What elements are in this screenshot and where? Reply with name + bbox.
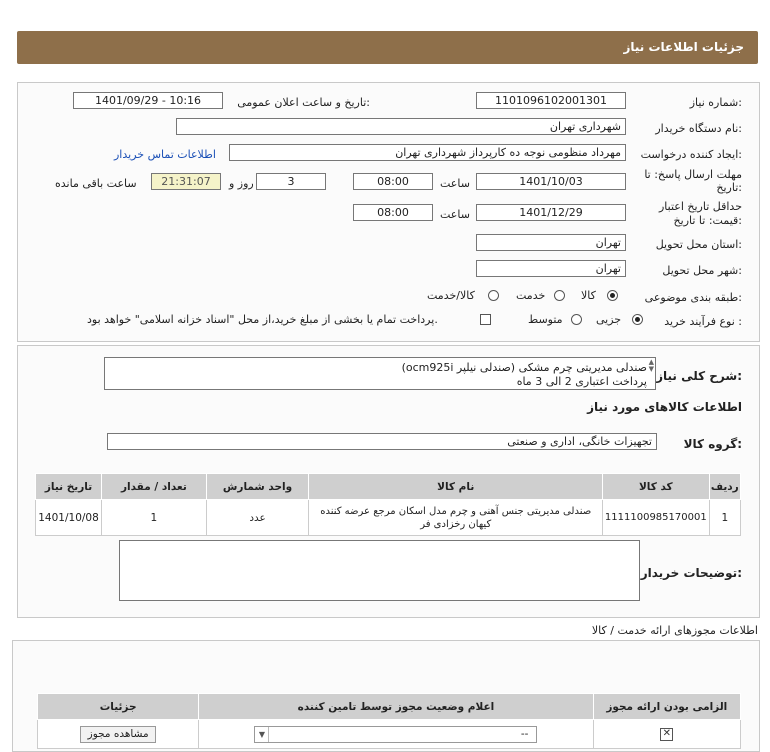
remaining-time-field: 21:31:07	[151, 173, 221, 190]
deadline-date-field: 1401/10/03	[476, 173, 626, 190]
goods-col-row: ردیف	[709, 474, 740, 500]
process-option-medium: متوسط	[528, 313, 563, 326]
deadline-label: مهلت ارسال پاسخ: تا	[644, 168, 742, 181]
goods-col-need-date: تاریخ نیاز	[36, 474, 102, 500]
permits-col-details: جزئیات	[38, 694, 199, 720]
process-radio-minor[interactable]	[632, 314, 643, 325]
permits-required-cell	[593, 720, 740, 749]
validity-label: حداقل تاریخ اعتبار	[658, 200, 742, 213]
goods-col-unit: واحد شمارش	[206, 474, 309, 500]
page-header	[17, 31, 758, 64]
days-remaining-field: 3	[256, 173, 326, 190]
announce-datetime-field: 1401/09/29 - 10:16	[73, 92, 223, 109]
buyer-notes-label: توضیحات خریدار:	[640, 566, 742, 580]
goods-info-title: اطلاعات کالاهای مورد نیاز	[587, 400, 742, 414]
category-option-goods-service: کالا/خدمت	[427, 289, 475, 302]
buyer-contact-link[interactable]: اطلاعات تماس خریدار	[114, 148, 216, 161]
buyer-org-label: نام دستگاه خریدار:	[655, 122, 742, 135]
city-field: تهران	[476, 260, 626, 277]
permits-status-cell	[199, 720, 593, 749]
summary-textarea[interactable]	[104, 357, 656, 390]
need-number-field: 1101096102001301	[476, 92, 626, 109]
summary-line-1: صندلی مدیریتی چرم مشکی (صندلی نیلپر ocm925i)	[401, 361, 647, 374]
permit-status-select[interactable]	[254, 726, 537, 743]
permits-col-status: اعلام وضعیت مجوز توسط تامین کننده	[199, 694, 593, 720]
goods-col-qty: تعداد / مقدار	[102, 474, 207, 500]
validity-label-2: قیمت: تا تاریخ:	[673, 214, 742, 227]
city-label: شهر محل تحویل:	[662, 264, 742, 277]
goods-code: 1111100985170001	[603, 500, 710, 536]
chevron-down-icon[interactable]: ▼	[255, 727, 269, 742]
process-option-minor: جزیی	[596, 313, 622, 326]
validity-time-field: 08:00	[353, 204, 433, 221]
validity-date-field: 1401/12/29	[476, 204, 626, 221]
goods-name: صندلی مدیریتی جنس آهنی و چرم مدل اسکان مرجع عرضه کننده کیهان رخزادی فر	[309, 500, 603, 536]
permits-table	[37, 693, 741, 749]
need-number-label: شماره نیاز:	[689, 96, 742, 109]
process-radio-medium[interactable]	[571, 314, 582, 325]
goods-group-field: تجهیزات خانگی، اداری و صنعتی	[107, 433, 657, 450]
category-radio-goods[interactable]	[607, 290, 618, 301]
scroll-arrows-icon[interactable]: ▲ ▼	[648, 358, 654, 373]
goods-table	[35, 473, 741, 536]
days-label: روز و	[229, 177, 254, 190]
buyer-org-field: شهرداری تهران	[176, 118, 626, 135]
category-option-service: خدمت	[516, 289, 546, 302]
table-row	[36, 500, 741, 536]
category-option-goods: کالا	[581, 289, 596, 302]
deadline-time-label: ساعت	[440, 177, 470, 190]
province-field: تهران	[476, 234, 626, 251]
goods-row-number: 1	[709, 500, 740, 536]
permit-status-value: --	[520, 727, 529, 740]
permits-details-cell	[38, 720, 199, 749]
process-label: نوع فرآیند خرید :	[664, 315, 742, 328]
deadline-label-2: تاریخ:	[716, 181, 742, 194]
goods-unit: عدد	[206, 500, 309, 536]
creator-label: ایجاد کننده درخواست:	[640, 148, 742, 161]
deadline-time-field: 08:00	[353, 173, 433, 190]
validity-time-label: ساعت	[440, 208, 470, 221]
goods-col-code: کد کالا	[603, 474, 710, 500]
permits-col-required: الزامی بودن ارائه مجوز	[593, 694, 740, 720]
buyer-notes-box	[119, 540, 640, 601]
goods-need-date: 1401/10/08	[36, 500, 102, 536]
goods-group-label: گروه کالا:	[683, 437, 742, 451]
page-title: جزئیات اطلاعات نیاز	[623, 40, 744, 54]
goods-col-name: نام کالا	[309, 474, 603, 500]
table-row	[38, 720, 741, 749]
required-checkbox-checked-icon: ✕	[660, 728, 673, 741]
category-radio-service[interactable]	[554, 290, 565, 301]
province-label: استان محل تحویل:	[655, 238, 742, 251]
category-radio-goods-service[interactable]	[488, 290, 499, 301]
view-permit-button[interactable]: مشاهده مجوز	[80, 726, 156, 743]
treasury-payment-note: پرداخت تمام یا بخشی از مبلغ خرید،از محل "اسناد خزانه اسلامی" خواهد بود.	[87, 313, 438, 326]
summary-line-2: پرداخت اعتباری 2 الی 3 ماه	[516, 375, 647, 388]
remaining-time-label: ساعت باقی مانده	[55, 177, 137, 190]
summary-label: شرح کلی نیاز:	[656, 369, 742, 383]
treasury-payment-checkbox[interactable]	[480, 314, 491, 325]
permits-title: اطلاعات مجوزهای ارائه خدمت / کالا	[591, 624, 758, 637]
category-label: طبقه بندی موضوعی:	[644, 291, 742, 304]
announce-label: تاریخ و ساعت اعلان عمومی:	[237, 96, 370, 109]
creator-field: مهرداد منظومی نوجه ده کارپرداز شهرداری تهران	[229, 144, 626, 161]
goods-qty: 1	[102, 500, 207, 536]
